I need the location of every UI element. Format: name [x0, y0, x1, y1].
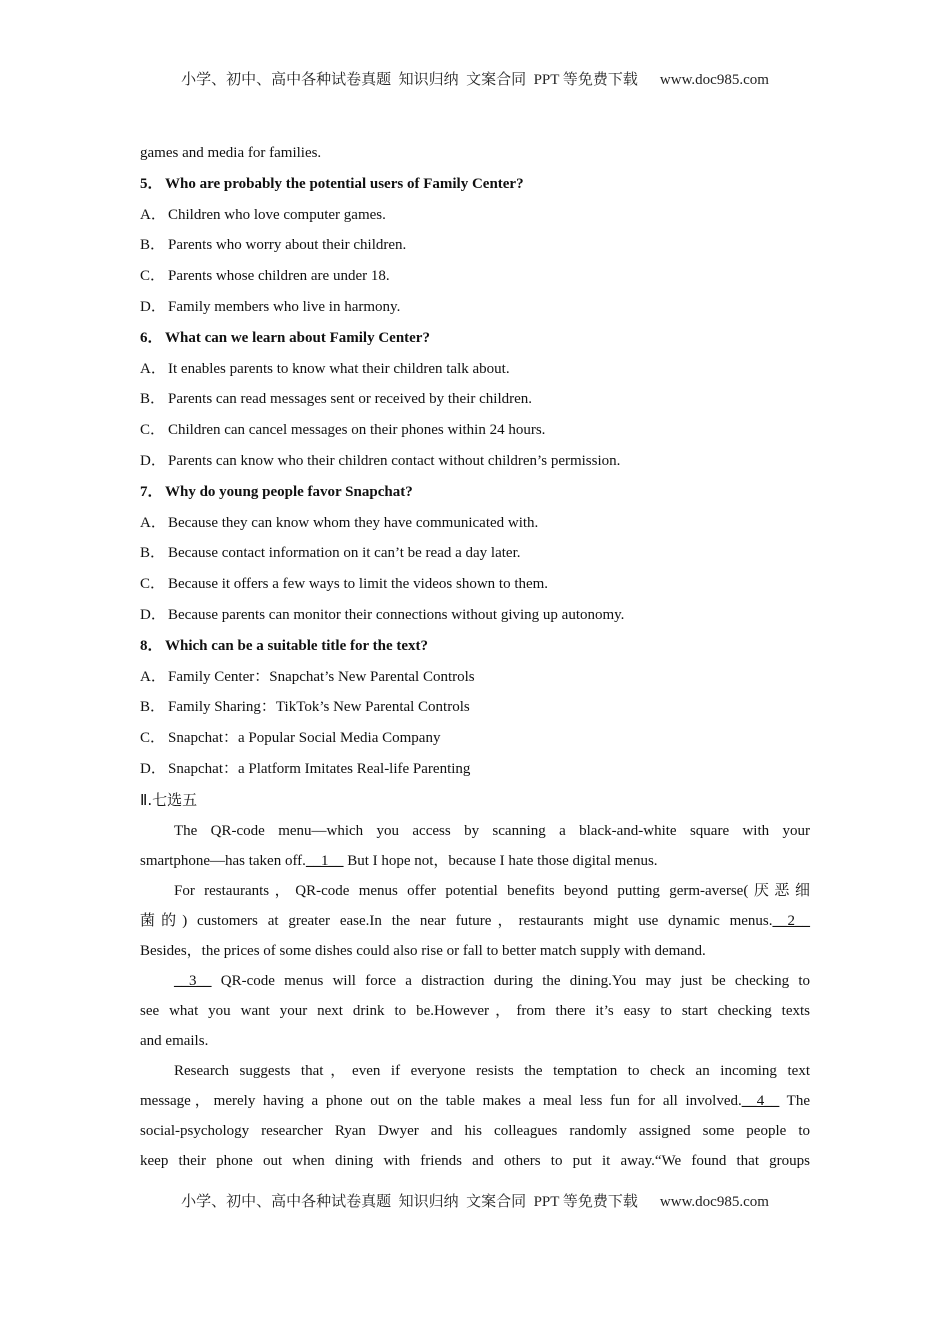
option-7b	[140, 541, 810, 572]
passage-text: For restaurants，QR-code menus offer potential benefits beyond putting germ-averse(厌恶细	[174, 882, 810, 899]
blank-1: __1__	[305, 852, 344, 869]
footer-banner: 小学、初中、高中各种试卷真题 知识归纳 文案合同 PPT 等免费下载	[181, 1194, 638, 1210]
question-number: 6．	[140, 329, 163, 346]
option-text: Family members who live in harmony.	[168, 298, 401, 315]
option-letter: B．	[140, 545, 166, 562]
option-7c	[140, 572, 810, 603]
option-letter: A．	[140, 514, 166, 531]
page-header	[0, 68, 950, 89]
option-text: Parents who worry about their children.	[168, 237, 407, 254]
question-7	[140, 480, 810, 511]
passage-text: The QR-code menu—which you access by scanning a black-and-white square with your	[174, 822, 810, 839]
passage-paragraph-1	[140, 819, 810, 879]
option-6b	[140, 387, 810, 418]
option-text: Because it offers a few ways to limit the videos shown to them.	[168, 576, 549, 593]
blank-2: __2__	[772, 912, 810, 929]
option-letter: C．	[140, 422, 166, 439]
passage-line	[140, 1149, 810, 1179]
option-text: Children who love computer games.	[168, 206, 386, 223]
option-5d	[140, 295, 810, 326]
continued-text: games and media for families.	[140, 145, 322, 161]
option-letter: B．	[140, 699, 166, 716]
option-8c	[140, 726, 810, 757]
document-body	[140, 141, 810, 1179]
passage-text: see what you want your next drink to be.However，from there it’s easy to start checking texts	[140, 1002, 810, 1019]
header-banner: 小学、初中、高中各种试卷真题 知识归纳 文案合同 PPT 等免费下载	[181, 72, 638, 88]
question-stem: Why do young people favor Snapchat?	[165, 483, 413, 500]
option-letter: C．	[140, 268, 166, 285]
passage-line	[140, 819, 810, 849]
passage-line	[140, 1059, 810, 1089]
option-text: Snapchat：a Popular Social Media Company	[168, 730, 441, 747]
option-letter: B．	[140, 237, 166, 254]
passage-text: Research suggests that，even if everyone resists the temptation to check an incoming text	[174, 1062, 810, 1079]
option-text: Parents whose children are under 18.	[168, 268, 390, 285]
option-7d	[140, 603, 810, 634]
option-text: It enables parents to know what their children talk about.	[168, 360, 510, 377]
option-text: Parents can know who their children contact without children’s permission.	[168, 452, 621, 469]
option-letter: B．	[140, 391, 166, 408]
passage-text: smartphone—has taken off.	[140, 852, 306, 869]
question-number: 5．	[140, 175, 163, 192]
option-text: Family Center：Snapchat’s New Parental Controls	[168, 668, 475, 685]
passage-text: But I hope not，because I hate those digital menus.	[343, 852, 658, 869]
option-8a	[140, 665, 810, 696]
question-number: 8．	[140, 637, 163, 654]
passage-line	[140, 1029, 810, 1059]
option-6c	[140, 418, 810, 449]
footer-url: www.doc985.com	[659, 1194, 769, 1210]
option-text: Parents can read messages sent or received by their children.	[168, 391, 533, 408]
passage-text: social-psychology researcher Ryan Dwyer and his colleagues randomly assigned some people to	[140, 1122, 810, 1139]
blank-4: __4__	[741, 1092, 780, 1109]
option-5c	[140, 264, 810, 295]
option-text: Family Sharing：TikTok’s New Parental Controls	[168, 699, 470, 716]
passage-line	[140, 1089, 810, 1119]
passage-paragraph-2	[140, 879, 810, 969]
passage-text: keep their phone out when dining with friends and others to put it away.“We found that groups	[140, 1152, 810, 1169]
passage-line	[140, 909, 810, 939]
option-text: Because parents can monitor their connections without giving up autonomy.	[168, 606, 625, 623]
passage-line	[140, 849, 810, 879]
passage-text: QR-code menus will force a distraction during the dining.You may just be checking to	[211, 972, 810, 989]
passage-text: The	[779, 1092, 810, 1109]
passage-text: and emails.	[140, 1032, 209, 1049]
option-6a	[140, 357, 810, 388]
option-letter: C．	[140, 730, 166, 747]
passage-paragraph-3	[140, 969, 810, 1059]
option-text: Snapchat：a Platform Imitates Real-life Parenting	[168, 760, 471, 777]
option-letter: C．	[140, 576, 166, 593]
option-text: Children can cancel messages on their phones within 24 hours.	[168, 422, 546, 439]
option-text: Because they can know whom they have communicated with.	[168, 514, 539, 531]
option-letter: D．	[140, 606, 166, 623]
page-footer	[0, 1190, 950, 1211]
passage-line	[140, 1119, 810, 1149]
option-letter: D．	[140, 760, 166, 777]
question-5	[140, 172, 810, 203]
passage-text: Besides，the prices of some dishes could also rise or fall to better match supply with demand.	[140, 942, 706, 959]
question-stem: Who are probably the potential users of Family Center?	[165, 175, 524, 192]
passage-line	[140, 969, 810, 999]
passage-text: 菌的) customers at greater ease.In the near future，restaurants might use dynamic menus.	[140, 912, 773, 929]
option-text: Because contact information on it can’t be read a day later.	[168, 545, 521, 562]
question-number: 7．	[140, 483, 163, 500]
blank-3: __3__	[174, 972, 212, 989]
header-url: www.doc985.com	[659, 72, 769, 88]
option-letter: A．	[140, 360, 166, 377]
option-letter: A．	[140, 668, 166, 685]
question-stem: Which can be a suitable title for the text?	[165, 637, 429, 654]
option-8d	[140, 757, 810, 788]
question-8	[140, 634, 810, 665]
option-7a	[140, 511, 810, 542]
passage-text: message，merely having a phone out on the table makes a meal less fun for all involved.	[140, 1092, 742, 1109]
option-8b	[140, 695, 810, 726]
option-6d	[140, 449, 810, 480]
option-5a	[140, 203, 810, 234]
section-title: Ⅱ.七选五	[140, 790, 198, 809]
passage-line	[140, 999, 810, 1029]
passage-paragraph-4	[140, 1059, 810, 1179]
passage-line	[140, 939, 810, 969]
option-letter: A．	[140, 206, 166, 223]
option-letter: D．	[140, 452, 166, 469]
question-stem: What can we learn about Family Center?	[165, 329, 430, 346]
passage-line	[140, 879, 810, 909]
option-letter: D．	[140, 298, 166, 315]
question-6	[140, 326, 810, 357]
option-5b	[140, 233, 810, 264]
